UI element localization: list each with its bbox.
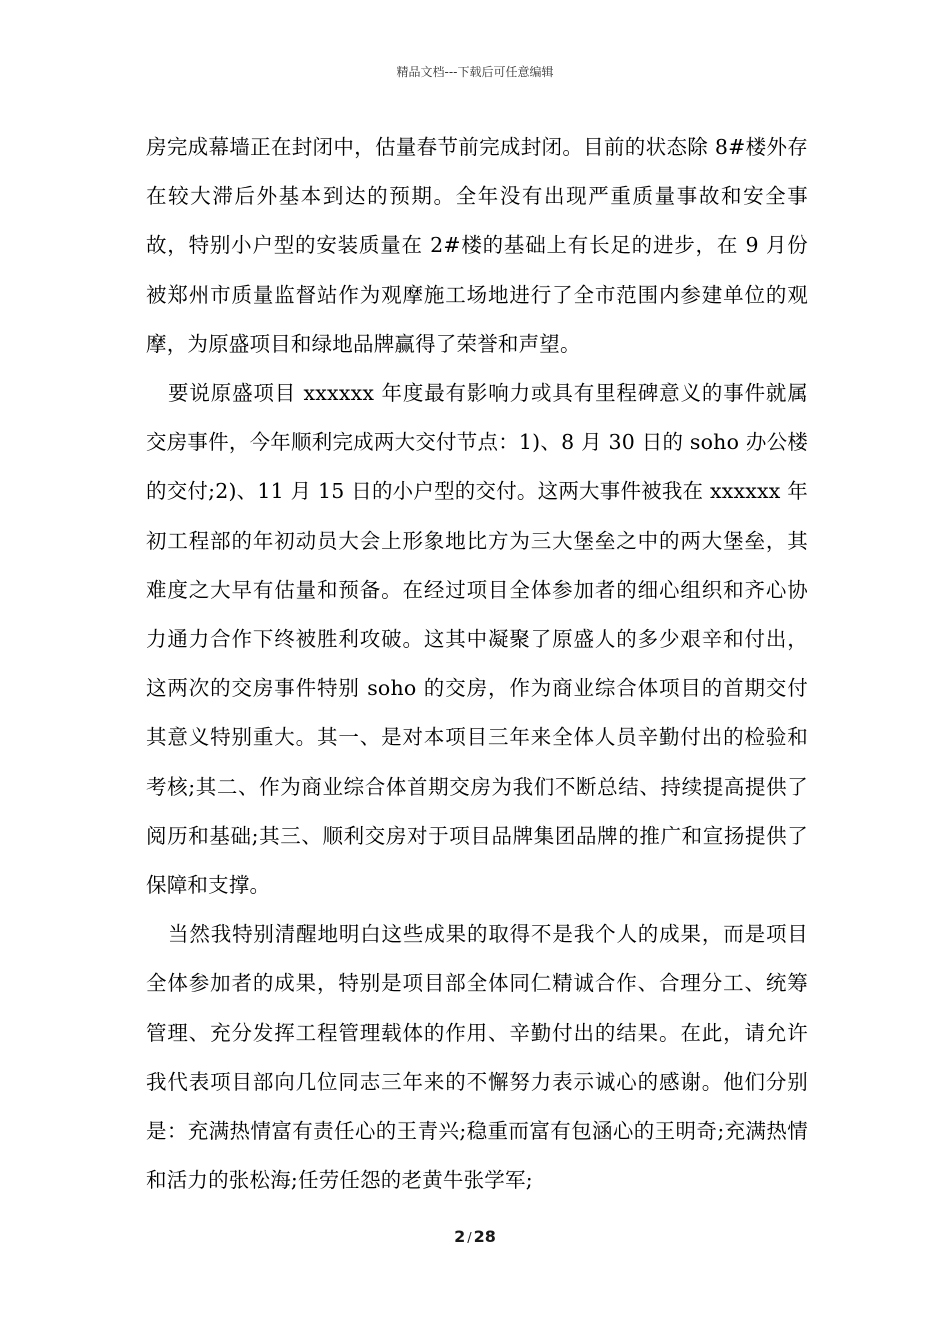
paragraph-2: 要说原盛项目 xxxxxx 年度最有影响力或具有里程碑意义的事件就属交房事件，今年顺利完成两大交付节点：1)、8 月 30 日的 soho 办公楼的交付;2)、11 月 15 日的小户型的交付。这两大事件被我在 xxxxxx 年初工程部的年初动员大会上形象地比方为三大堡垒之中的两大堡垒，其难度之大早有估量和预备。在经过项目全体参加者的细心组织和齐心协力通力合作下终被胜利攻破。这其中凝聚了原盛人的多少艰辛和付出，这两次的交房事件特别 soho 的交房，作为商业综合体项目的首期交付其意义特别重大。其一、是对本项目三年来全体人员辛勤付出的检验和考核;其二、作为商业综合体首期交房为我们不断总结、持续提高提供了阅历和基础;其三、顺利交房对于项目品牌集团品牌的推广和宣扬提供了保障和支撑。 — [146, 381, 808, 898]
page-header — [0, 64, 950, 80]
page-separator: / — [467, 1231, 472, 1246]
document-body — [146, 123, 808, 1205]
header-text: 精品文档---下载后可任意编辑 — [396, 65, 554, 79]
paragraph-1: 房完成幕墙正在封闭中，估量春节前完成封闭。目前的状态除 8#楼外存在较大滞后外基本到达的预期。全年没有出现严重质量事故和安全事故，特别小户型的安装质量在 2#楼的基础上有长足的进步，在 9 月份被郑州市质量监督站作为观摩施工场地进行了全市范围内参建单位的观摩，为原盛项目和绿地品牌赢得了荣誉和声望。 — [146, 135, 808, 356]
paragraph-3: 当然我特别清醒地明白这些成果的取得不是我个人的成果，而是项目全体参加者的成果，特别是项目部全体同仁精诚合作、合理分工、统筹管理、充分发挥工程管理载体的作用、辛勤付出的结果。在此，请允许我代表项目部向几位同志三年来的不懈努力表示诚心的感谢。他们分别是：充满热情富有责任心的王青兴;稳重而富有包涵心的王明奇;充满热情和活力的张松海;任劳任怨的老黄牛张学军; — [146, 922, 808, 1193]
total-pages: 28 — [473, 1227, 496, 1246]
page-number — [0, 1227, 950, 1246]
current-page: 2 — [454, 1227, 466, 1246]
